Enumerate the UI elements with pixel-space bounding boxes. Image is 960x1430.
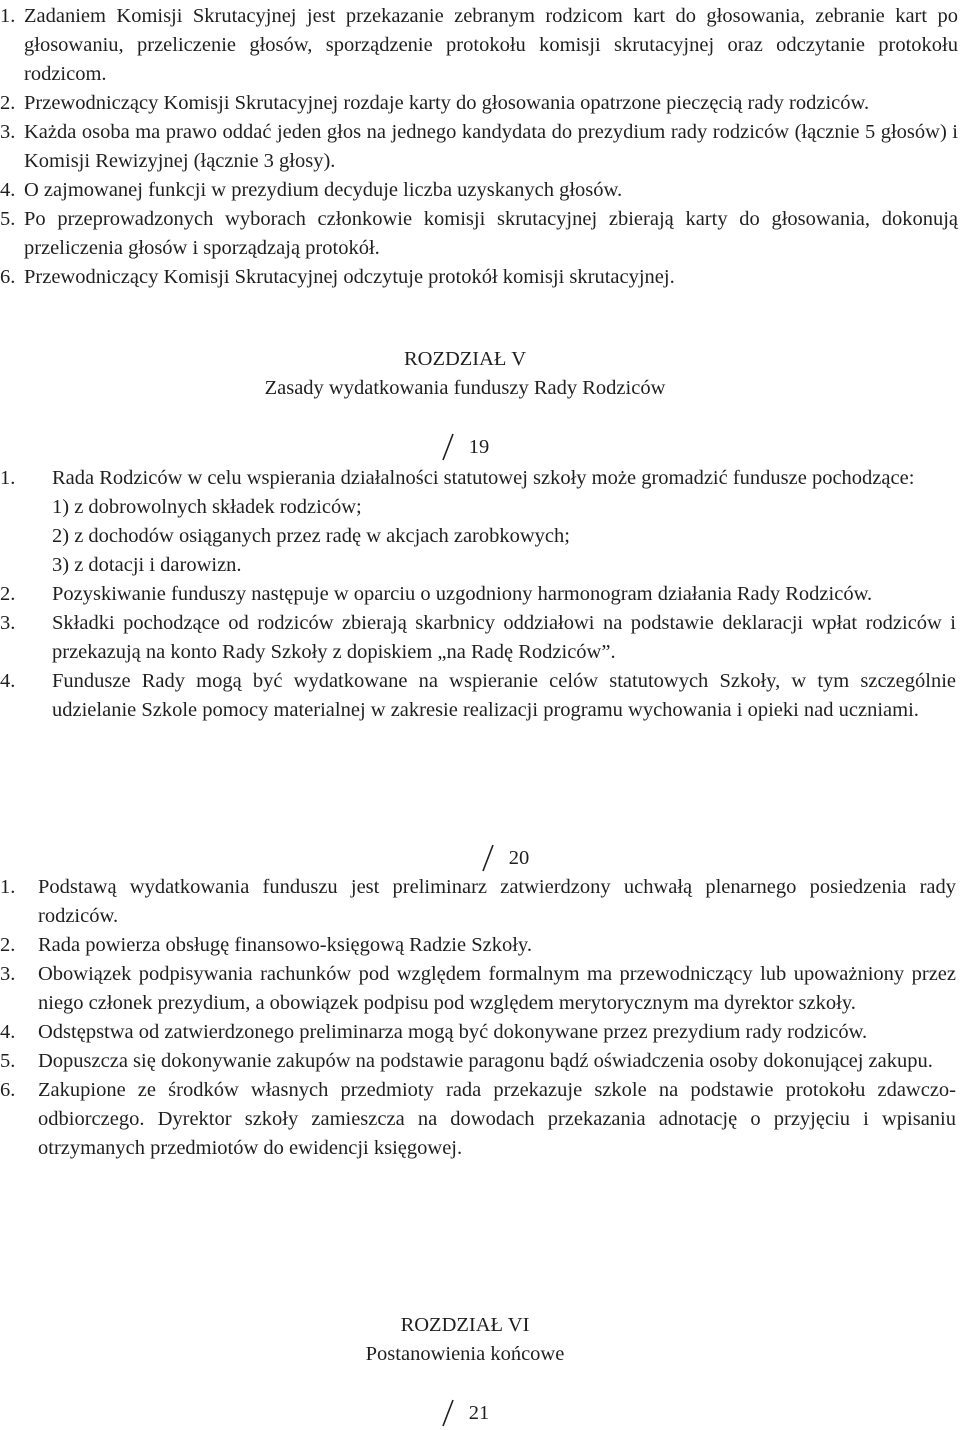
list-item-text: O zajmowanej funkcji w prezydium decyduje liczba uzyskanych głosów.: [24, 179, 623, 201]
list-item: [0, 960, 956, 1018]
list-item-number: 1.: [0, 5, 16, 27]
paragraph-20-list: [0, 873, 956, 1163]
list-item-number: 1.: [0, 876, 16, 898]
list-item-text: Zakupione ze środków własnych przedmioty rada przekazuje szkole na podstawie protokołu zdawczo-odbiorczego. Dyrektor szkoły zamieszcza na dowodach przekazania adnotację o przyjęciu i wpisaniu otrzymanych przedmiotów do ewidencji księgowej.: [38, 1079, 956, 1159]
chapter-vi-subtitle: Postanowienia końcowe: [365, 1343, 565, 1365]
section-sign-icon: [441, 1398, 455, 1428]
list-item-text: Fundusze Rady mogą być wydatkowane na wspieranie celów statutowych Szkoły, w tym szczególnie udzielanie Szkole pomocy materialnej w zakresie realizacji programu wychowania i opieki nad uczniami.: [52, 670, 956, 721]
list-item-text: Po przeprowadzonych wyborach członkowie komisji skrutacyjnej zbierają karty do głosowania, dokonują przeliczenia głosów i sporządzają protokół.: [24, 208, 958, 259]
list-item-number: 2.: [0, 92, 16, 114]
list-item-number: 5.: [0, 208, 16, 230]
list-item-text: Przewodniczący Komisji Skrutacyjnej rozdaje karty do głosowania opatrzone pieczęcią rady rodziców.: [24, 92, 870, 114]
list-item-number: 4.: [0, 670, 16, 692]
list-item-number: 2.: [0, 583, 16, 605]
list-item: [0, 609, 956, 667]
paragraph-19-list: [0, 464, 956, 725]
list-item-number: 4.: [0, 1021, 16, 1043]
list-item-number: 3.: [0, 963, 16, 985]
list-item: [0, 580, 956, 609]
list-item: [0, 464, 956, 580]
list-item-text: Każda osoba ma prawo oddać jeden głos na jednego kandydata do prezydium rady rodziców (łącznie 5 głosów) i Komisji Rewizyjnej (łącznie 3 głosy).: [24, 121, 958, 172]
section-v-intro: [0, 2, 958, 292]
list-item-number: 6.: [0, 1079, 16, 1101]
list-item-number: 2.: [0, 934, 16, 956]
chapter-v-heading: [0, 345, 930, 403]
paragraph-19-heading: [0, 432, 930, 462]
list-item: [0, 1076, 956, 1163]
list-item: [0, 118, 958, 176]
chapter-vi-title: ROZDZIAŁ VI: [400, 1314, 530, 1336]
paragraph-20-body: [0, 873, 956, 1163]
list-item-text: Odstępstwa od zatwierdzonego preliminarza mogą być dokonywane przez prezydium rady rodziców.: [38, 1021, 868, 1043]
paragraph-19-body: [0, 464, 956, 725]
paragraph-21-heading: [0, 1398, 930, 1428]
list-item-text: Podstawą wydatkowania funduszu jest preliminarz zatwierdzony uchwałą plenarnego posiedzenia rady rodziców.: [38, 876, 956, 927]
list-item: [0, 1047, 956, 1076]
list-item: [0, 89, 958, 118]
intro-list: [0, 2, 958, 292]
chapter-vi-heading: [0, 1311, 930, 1369]
list-item-number: 5.: [0, 1050, 16, 1072]
chapter-v-subtitle: Zasady wydatkowania funduszy Rady Rodziców: [264, 377, 666, 399]
paragraph-21-number: 21: [468, 1402, 490, 1424]
chapter-v-title: ROZDZIAŁ V: [403, 348, 527, 370]
list-item: [0, 931, 956, 960]
sub-list-item: 2) z dochodów osiąganych przez radę w akcjach zarobkowych;: [52, 525, 570, 547]
list-item-text: Zadaniem Komisji Skrutacyjnej jest przekazanie zebranym rodzicom kart do głosowania, zebranie kart po głosowaniu, przeliczenie głosów, sporządzenie protokołu komisji skrutacyjnej oraz odczytanie protokołu rodzicom.: [24, 5, 958, 85]
list-item: [0, 2, 958, 89]
list-item: [0, 667, 956, 725]
list-item-text: Przewodniczący Komisji Skrutacyjnej odczytuje protokół komisji skrutacyjnej.: [24, 266, 675, 288]
list-item-number: 3.: [0, 121, 16, 143]
paragraph-20-heading: [0, 843, 960, 873]
list-item: [0, 205, 958, 263]
list-item-text: Obowiązek podpisywania rachunków pod względem formalnym ma przewodniczący lub upoważniony przez niego członek prezydium, a obowiązek podpisu pod względem merytorycznym ma dyrektor szkoły.: [38, 963, 956, 1014]
list-item-text: Pozyskiwanie funduszy następuje w oparciu o uzgodniony harmonogram działania Rady Rodziców.: [52, 583, 873, 605]
list-item-number: 4.: [0, 179, 16, 201]
sub-list-item: 3) z dotacji i darowizn.: [52, 554, 242, 576]
list-item-number: 6.: [0, 266, 16, 288]
list-item-text: Rada powierza obsługę finansowo-księgową Radzie Szkoły.: [38, 934, 532, 956]
section-sign-icon: [481, 843, 495, 873]
paragraph-20-number: 20: [508, 847, 530, 869]
list-item: [0, 873, 956, 931]
list-item: [0, 263, 958, 292]
section-sign-icon: [441, 432, 455, 462]
list-item-number: 3.: [0, 612, 16, 634]
list-item: [0, 1018, 956, 1047]
list-item-number: 1.: [0, 467, 16, 489]
list-item: [0, 176, 958, 205]
list-item-text: Dopuszcza się dokonywanie zakupów na podstawie paragonu bądź oświadczenia osoby dokonującej zakupu.: [38, 1050, 933, 1072]
list-item-text: Składki pochodzące od rodziców zbierają skarbnicy oddziałowi na podstawie deklaracji wpłat rodziców i przekazują na konto Rady Szkoły z dopiskiem „na Radę Rodziców”.: [52, 612, 956, 663]
sub-list-item: 1) z dobrowolnych składek rodziców;: [52, 496, 362, 518]
paragraph-19-number: 19: [468, 436, 490, 458]
list-item-text: Rada Rodziców w celu wspierania działalności statutowej szkoły może gromadzić fundusze pochodzące:: [52, 467, 915, 489]
